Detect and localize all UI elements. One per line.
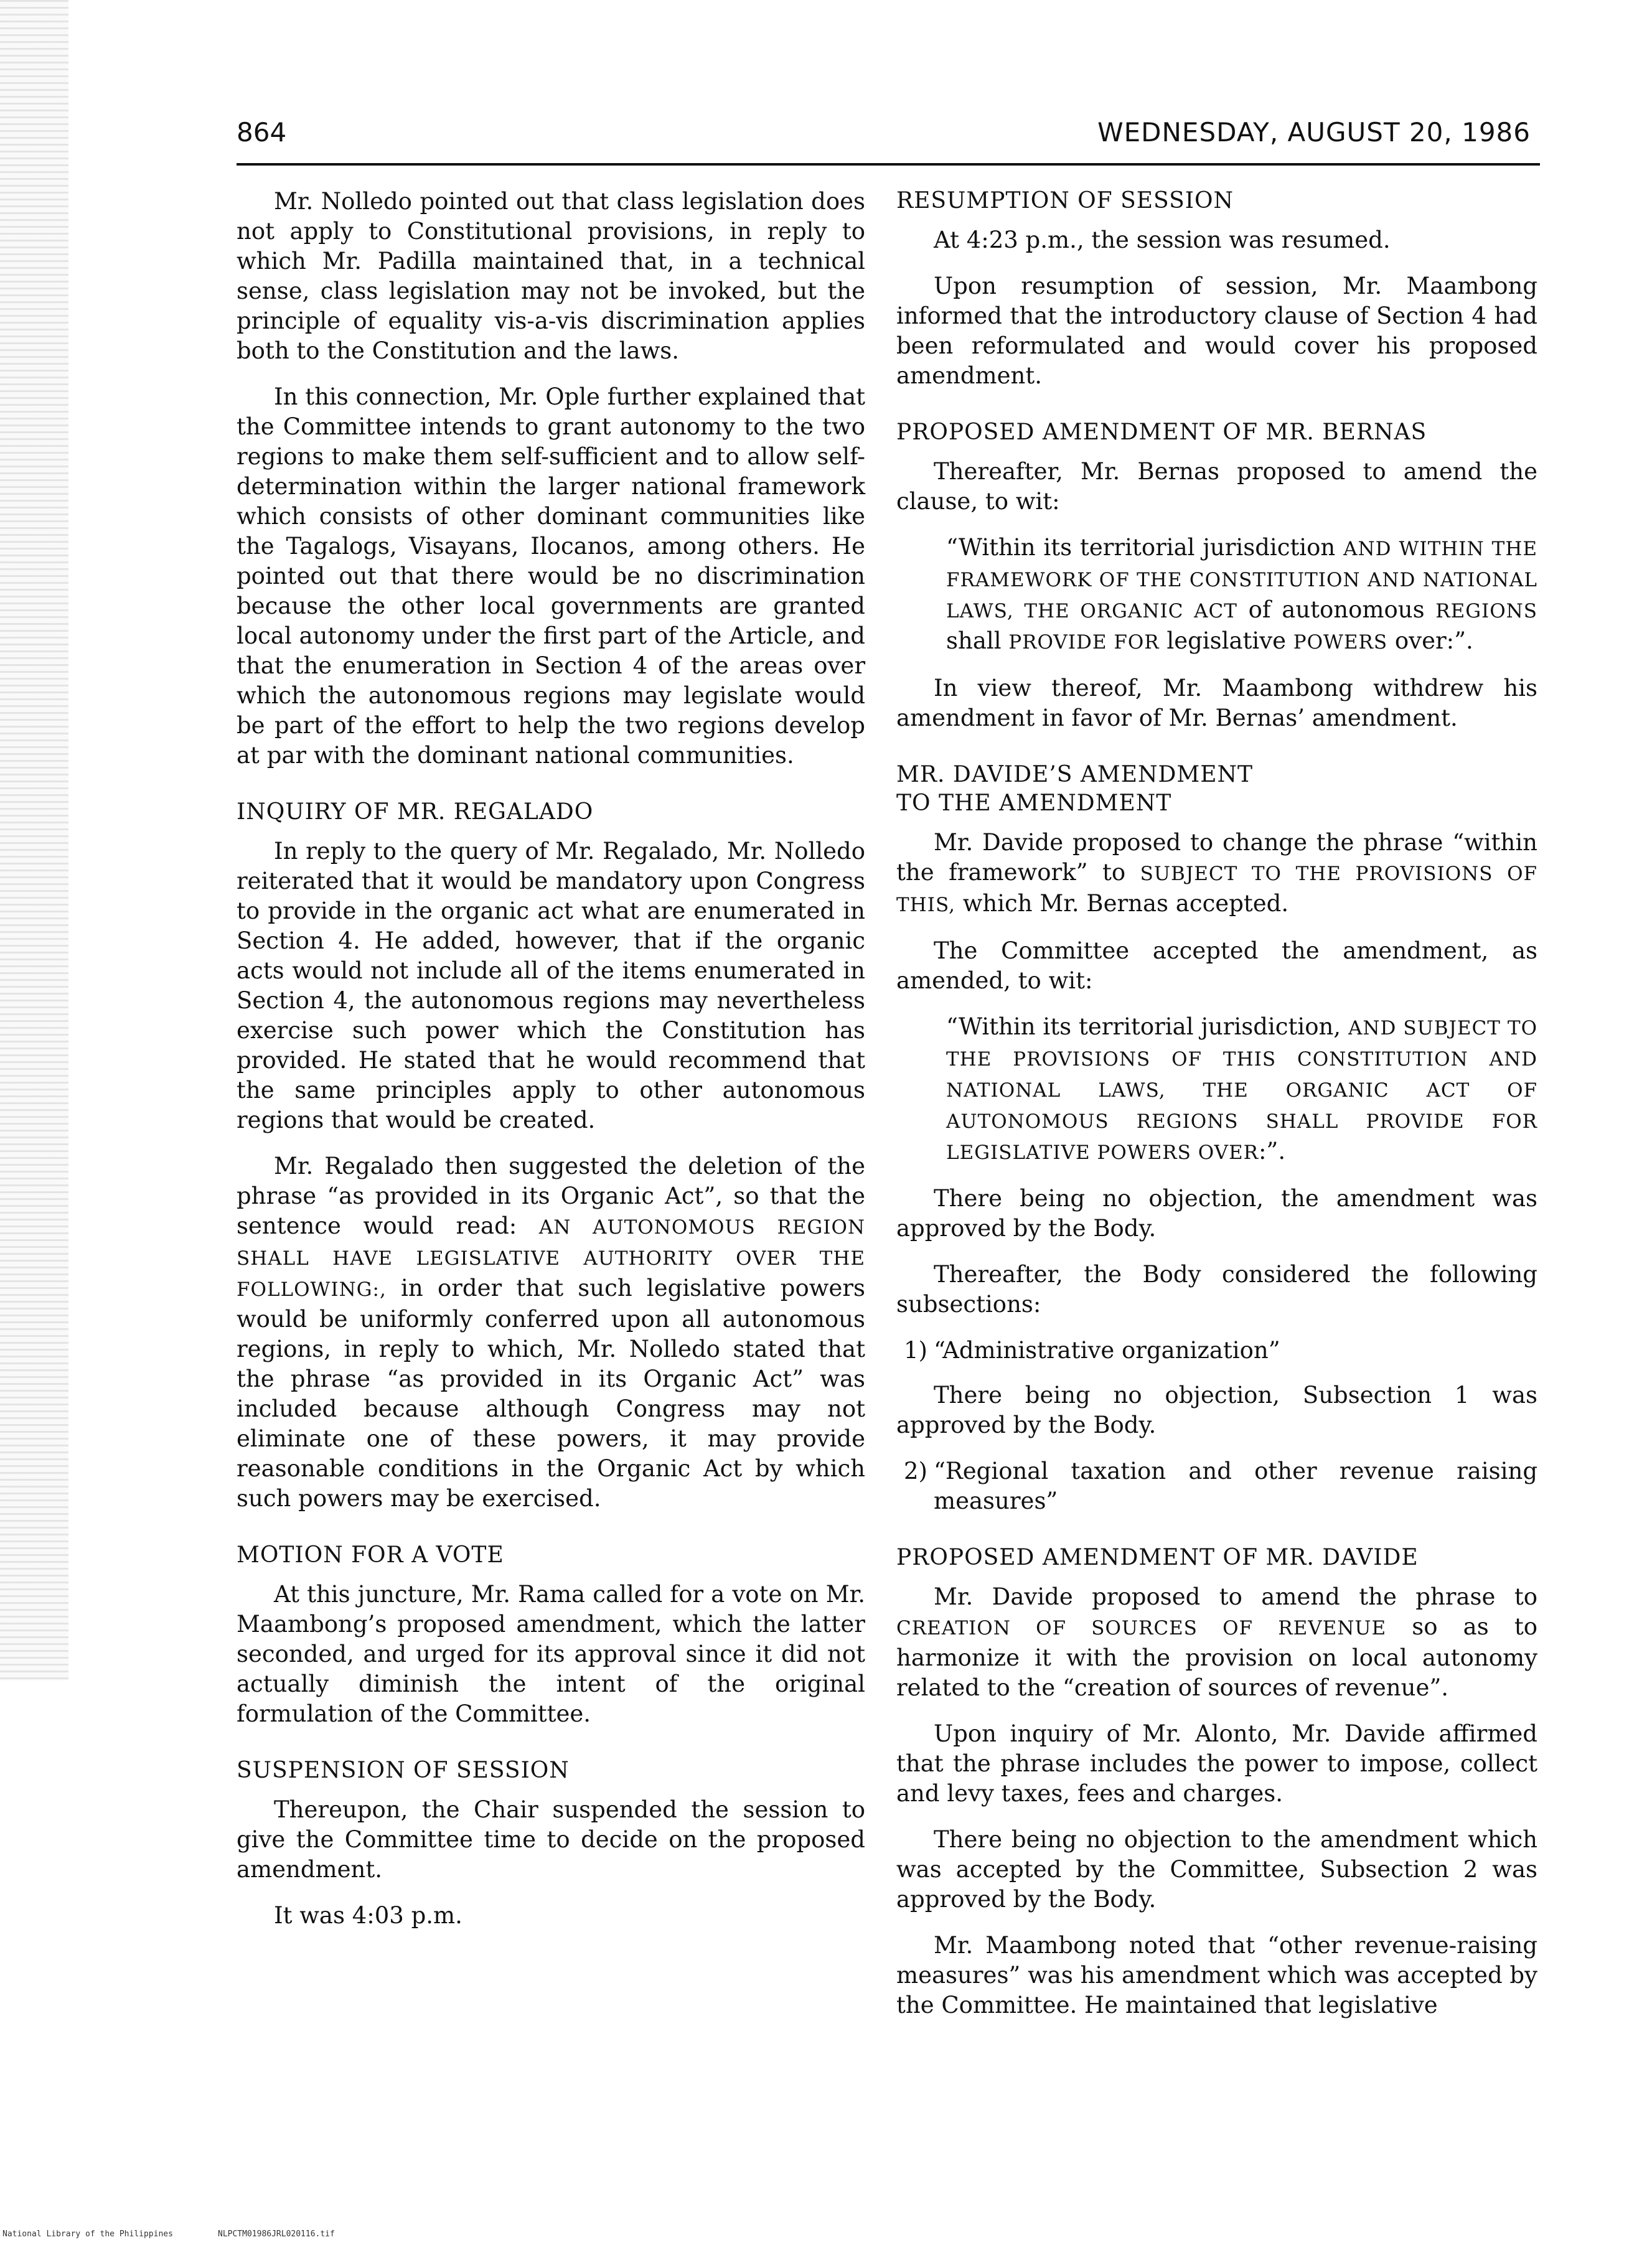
amendment-text: CREATION OF SOURCES OF REVENUE	[896, 1617, 1387, 1639]
list-text: “Administrative organization”	[934, 1337, 1280, 1364]
text-run: :”.	[1258, 1138, 1286, 1165]
paragraph: There being no objection, the amendment was approved by the Body.	[896, 1185, 1537, 1242]
paragraph: It was 4:03 p.m.	[274, 1902, 462, 1929]
heading-line: MR. DAVIDE’S AMENDMENT	[896, 762, 1253, 787]
text-run: which Mr. Bernas accepted.	[955, 890, 1289, 917]
left-column	[237, 187, 865, 1947]
quoted-amendment	[946, 1012, 1537, 1168]
section-heading: RESUMPTION OF SESSION	[896, 188, 1234, 213]
amendment-text: AN AUTONOMOUS REGION SHALL HAVE LEGISLATIVE AUTHORITY OVER THE FOLLOWING:,	[237, 1216, 865, 1301]
paragraph: The Committee accepted the amendment, as amended, to wit:	[896, 937, 1537, 994]
heading-line: TO THE AMENDMENT	[896, 790, 1172, 816]
list-item	[896, 1336, 1537, 1366]
footer-file-name: NLPCTM01986JRL020116.tif	[218, 2229, 335, 2239]
paragraph: In view thereof, Mr. Maambong withdrew his amendment in favor of Mr. Bernas’ amendment.	[896, 675, 1537, 731]
section-heading	[896, 761, 1537, 818]
list-number: 1)	[904, 1337, 927, 1364]
paragraph	[896, 828, 1537, 920]
section-heading: PROPOSED AMENDMENT OF MR. BERNAS	[896, 420, 1427, 445]
paragraph: Thereupon, the Chair suspended the session to give the Committee time to decide on the proposed amendment.	[237, 1796, 865, 1883]
footer-library-credit: National Library of the Philippines	[2, 2229, 173, 2239]
paragraph: Thereafter, Mr. Bernas proposed to amend the clause, to wit:	[896, 458, 1537, 515]
paragraph: Upon inquiry of Mr. Alonto, Mr. Davide affirmed that the phrase includes the power to impose, collect and levy taxes, fees and charges.	[896, 1720, 1537, 1807]
amendment-text: AND WITHIN THE FRAMEWORK OF THE CONSTITUTION AND NATIONAL LAWS, THE ORGANIC ACT	[946, 538, 1537, 622]
text-run: Mr. Davide proposed to change the phrase “within the framework” to	[896, 829, 1537, 886]
paragraph: At this juncture, Mr. Rama called for a vote on Mr. Maambong’s proposed amendment, which the latter seconded, and urged for its approval since it did not actually diminish the intent of the original formulation of the Committee.	[237, 1581, 865, 1727]
page-number: 864	[237, 117, 287, 148]
right-column	[896, 187, 1537, 2037]
paragraph: Mr. Nolledo pointed out that class legislation does not apply to Constitutional provisions, in reply to which Mr. Padilla maintained that, in a technical sense, class legislation may not be invoked, but the principle of equality vis-a-vis discrimination applies both to the Constitution and the laws.	[237, 188, 865, 364]
header-rule	[237, 163, 1540, 166]
section-heading: INQUIRY OF MR. REGALADO	[237, 799, 594, 825]
section-heading: PROPOSED AMENDMENT OF MR. DAVIDE	[896, 1545, 1419, 1570]
paragraph	[237, 1151, 865, 1514]
paragraph: There being no objection to the amendment which was accepted by the Committee, Subsection 2 was approved by the Body.	[896, 1826, 1537, 1913]
section-heading: SUSPENSION OF SESSION	[237, 1758, 570, 1783]
text-run: shall	[946, 627, 1009, 654]
text-run: over:”.	[1387, 627, 1473, 654]
amendment-text: PROVIDE FOR	[1008, 631, 1160, 654]
quoted-amendment	[946, 533, 1537, 657]
paragraph: There being no objection, Subsection 1 was approved by the Body.	[896, 1382, 1537, 1438]
section-heading: MOTION FOR A VOTE	[237, 1542, 504, 1568]
paragraph: Thereafter, the Body considered the following subsections:	[896, 1261, 1537, 1318]
page-date: WEDNESDAY, AUGUST 20, 1986	[1097, 117, 1531, 148]
list-item	[896, 1456, 1537, 1516]
amendment-text: SUBJECT TO THE PROVISIONS OF THIS,	[896, 863, 1537, 916]
text-run: Mr. Davide proposed to amend the phrase to	[934, 1583, 1537, 1610]
scan-edge-artifact	[0, 0, 68, 1680]
amendment-text: AND SUBJECT TO THE PROVISIONS OF THIS CONSTITUTION AND NATIONAL LAWS, THE ORGANIC ACT OF AUTONOMOUS REGIONS SHALL PROVIDE FOR LEGISLATIVE POWERS OVER	[946, 1017, 1538, 1164]
paragraph	[896, 1582, 1537, 1703]
text-run: so as to harmonize it with the provision on local autonomy related to the “creation of sources of revenue”.	[896, 1613, 1537, 1701]
amendment-text: POWERS	[1293, 631, 1388, 654]
paragraph: At 4:23 p.m., the session was resumed.	[934, 227, 1391, 253]
text-run: Mr. Regalado then suggested the deletion of the phrase “as provided in its Organic Act”, so that the sentence would read:	[237, 1153, 865, 1239]
paragraph: In reply to the query of Mr. Regalado, Mr. Nolledo reiterated that it would be mandatory upon Congress to provide in the organic act what are enumerated in Section 4. He added, however, that if the organic acts would not include all of the items enumerated in Section 4, the autonomous regions may nevertheless exercise such power which the Constitution has provided. He stated that he would recommend that the same principles apply to other autonomous regions that would be created.	[237, 838, 865, 1133]
text-run: “Within its territorial jurisdiction	[946, 534, 1344, 561]
list-number: 2)	[904, 1458, 927, 1484]
list-text: “Regional taxation and other revenue raising measures”	[934, 1458, 1537, 1514]
text-run: of autonomous	[1237, 596, 1436, 623]
text-run: legislative	[1159, 627, 1293, 654]
amendment-text: REGIONS	[1435, 600, 1537, 622]
paragraph: In this connection, Mr. Ople further explained that the Committee intends to grant autonomy to the two regions to make them self-sufficient and to allow self-determination within the larger national framework which consists of other dominant communities like the Tagalogs, Visayans, Ilocanos, among others. He pointed out that there would be no discrimination because the other local governments are granted local autonomy under the first part of the Article, and that the enumeration in Section 4 of the areas over which the autonomous regions may legislate would be part of the effort to help the two regions develop at par with the dominant national communities.	[237, 383, 865, 769]
paragraph: Mr. Maambong noted that “other revenue-raising measures” was his amendment which was accepted by the Committee. He maintained that legislative	[896, 1932, 1538, 2018]
text-run: in order that such legislative powers would be uniformly conferred upon all autonomous regions, in reply to which, Mr. Nolledo stated that the phrase “as provided in its Organic Act” was included because although Congress may not eliminate one of these powers, it may provide reasonable conditions in the Organic Act by which such powers may be exercised.	[237, 1275, 865, 1512]
paragraph: Upon resumption of session, Mr. Maambong informed that the introductory clause of Section 4 had been reformulated and would cover his proposed amendment.	[896, 273, 1537, 389]
text-run: “Within its territorial jurisdiction,	[946, 1013, 1348, 1040]
